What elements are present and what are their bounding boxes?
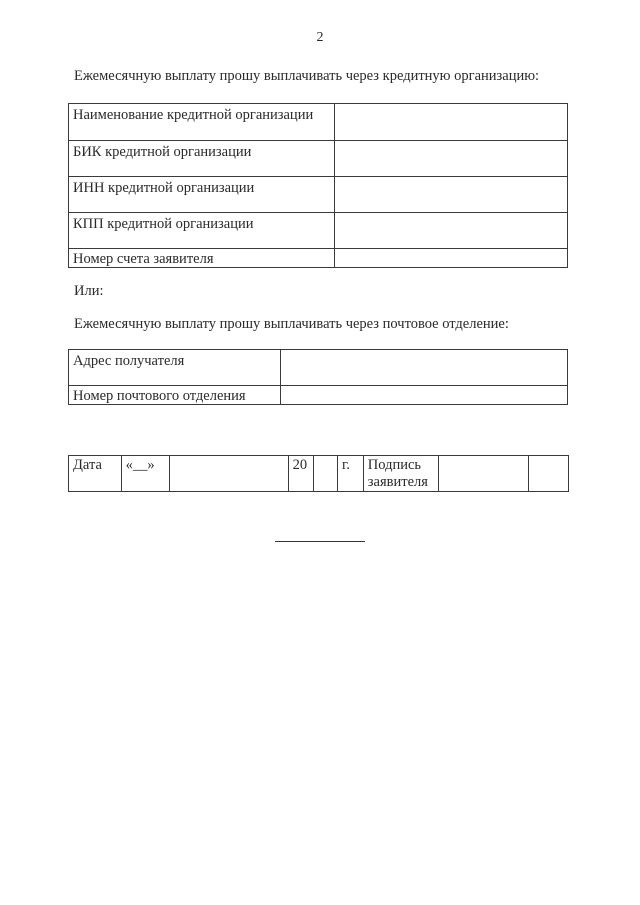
table-row [69, 386, 568, 405]
bank-name-field[interactable] [335, 104, 568, 141]
table-row [69, 104, 568, 141]
inn-field[interactable] [335, 177, 568, 213]
post-details-table [68, 349, 568, 405]
signature-extra-field[interactable] [528, 456, 568, 492]
page-number: 2 [316, 30, 324, 45]
bank-intro-text: Ежемесячную выплату прошу выплачивать через кредитную организацию: [74, 68, 540, 84]
post-intro-text: Ежемесячную выплату прошу выплачивать через почтовое отделение: [74, 316, 509, 332]
bank-name-label: Наименование кредитной организации [69, 104, 335, 141]
month-field[interactable] [170, 456, 289, 492]
post-office-number-label: Номер почтового отделения [69, 386, 281, 405]
account-number-label: Номер счета заявителя [69, 249, 335, 268]
table-row [69, 213, 568, 249]
table-row [69, 249, 568, 268]
table-row [69, 350, 568, 386]
day-field[interactable]: «__» [121, 456, 169, 492]
table-row [69, 456, 569, 492]
date-signature-table [68, 455, 569, 492]
table-row [69, 177, 568, 213]
separator-line [275, 541, 365, 542]
kpp-label: КПП кредитной организации [69, 213, 335, 249]
recipient-address-label: Адрес получателя [69, 350, 281, 386]
kpp-field[interactable] [335, 213, 568, 249]
date-label: Дата [69, 456, 122, 492]
year-prefix: 20 [288, 456, 314, 492]
signature-field[interactable] [439, 456, 529, 492]
recipient-address-field[interactable] [281, 350, 568, 386]
account-number-field[interactable] [335, 249, 568, 268]
inn-label: ИНН кредитной организации [69, 177, 335, 213]
or-text: Или: [74, 283, 104, 299]
post-office-number-field[interactable] [281, 386, 568, 405]
signature-label: Подпись заявителя [363, 456, 438, 492]
bik-field[interactable] [335, 141, 568, 177]
year-field[interactable] [314, 456, 338, 492]
year-suffix: г. [338, 456, 364, 492]
bank-details-table [68, 103, 568, 268]
table-row [69, 141, 568, 177]
bik-label: БИК кредитной организации [69, 141, 335, 177]
